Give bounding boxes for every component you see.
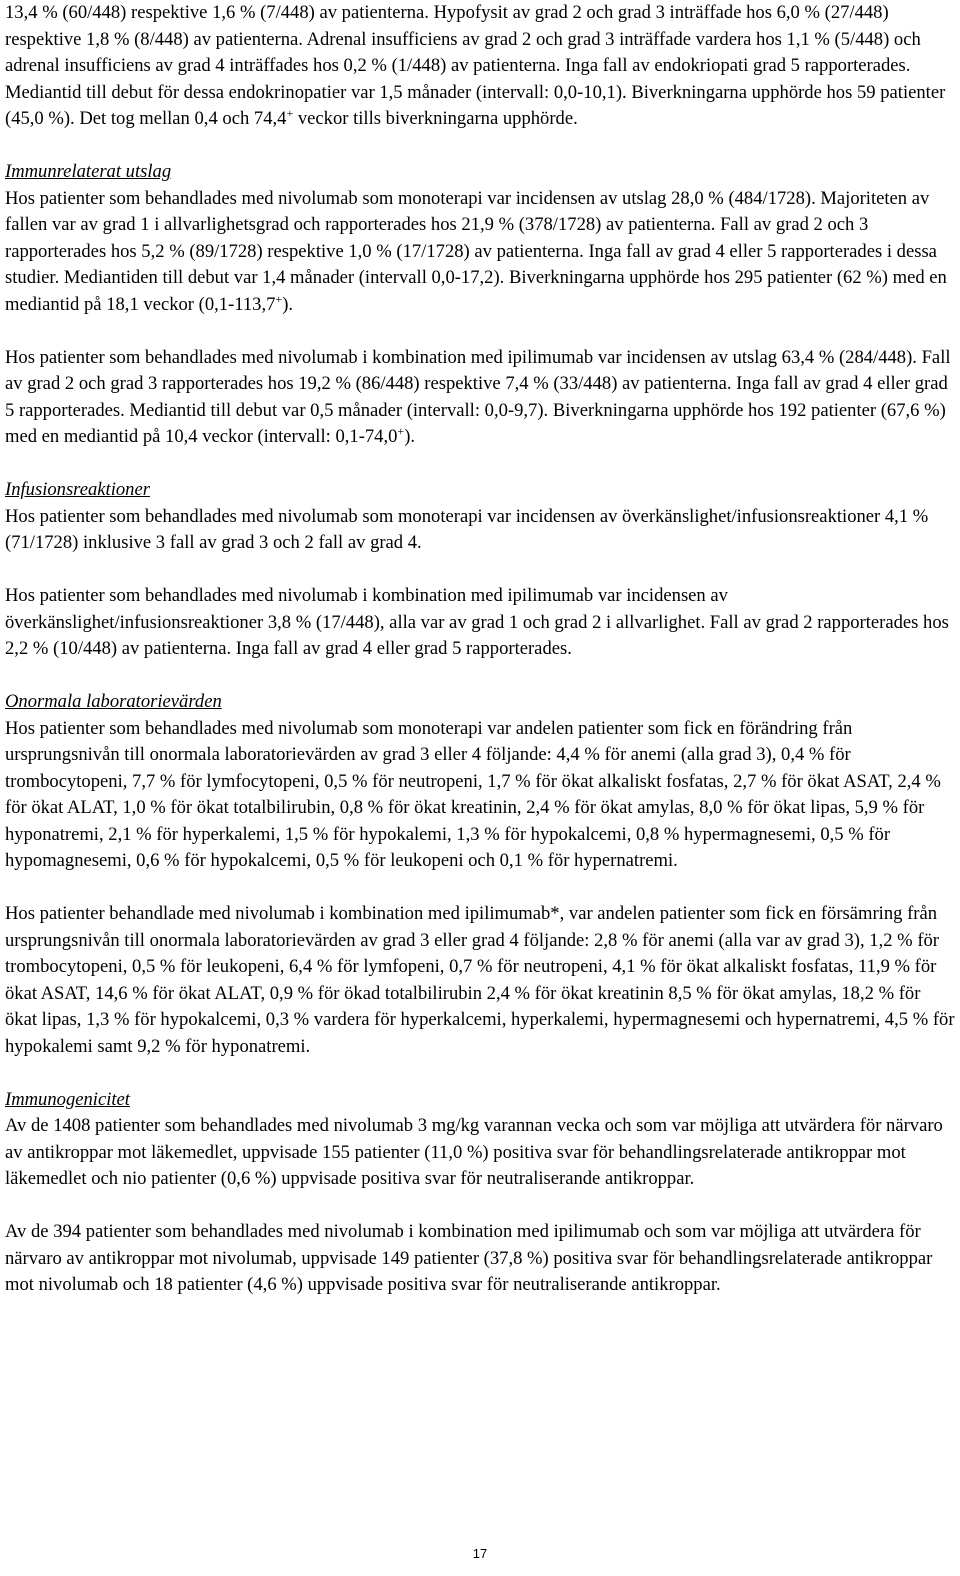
section-heading-lab-abnormalities: Onormala laboratorievärden — [5, 691, 222, 712]
text-segment: Hos patienter behandlade med nivolumab i kombination med ipilimumab*, var andelen patienter som fick en försämring från ursprungsnivån till onormala laboratorievärden av grad 3 eller grad 4 följande: 2,8 % för anemi (alla var av grad 3), 1,2 % för trombocytopeni, 0,5 % för leukopeni, 6,4 % för lymfopeni, 0,7 % för neutropeni, 4,1 % för ökat alkaliskt fosfatas, 11,9 % för ökat ASAT, 14,6 % för ökat ALAT, 0,9 % för ökad totalbilirubin 2,4 % för ökat kreatinin 8,5 % för ökat amylas, 18,2 % för ökat lipas, 1,3 % för hypokalcemi, 0,3 % vardera för hyperkalcemi, hyperkalemi, hypermagnesemi och hypernatremi, 4,5 % för hypokalemi samt 9,2 % för hyponatremi. — [5, 903, 955, 1057]
paragraph-endocrinopathy-summary — [5, 0, 955, 133]
section-immunogenicity — [5, 1087, 955, 1193]
section-heading-infusion-reactions: Infusionsreaktioner — [5, 479, 150, 500]
paragraph-immunogenicity-combination — [5, 1219, 955, 1299]
text-segment: Hos patienter som behandlades med nivolumab som monoterapi var incidensen av utslag 28,0 % (484/1728). Majoriteten av fallen var av grad 1 i allvarlighetsgrad och rapporterades hos 21,9 % (378/1728) av patienterna. Fall av grad 2 och 3 rapporterades hos 5,2 % (89/1728) respektive 1,0 % (17/1728) av patienterna. Inga fall av grad 4 eller 5 rapporterades i dessa studier. Mediantiden till debut var 1,4 månader (intervall 0,0-17,2). Biverkningarna upphörde hos 295 patienter (62 %) med en mediantid på 18,1 veckor (0,1-113,7 — [5, 187, 947, 315]
section-heading-immune-rash: Immunrelaterat utslag — [5, 161, 172, 182]
text-segment: ). — [404, 426, 416, 447]
superscript-plus: + — [275, 291, 283, 306]
superscript-plus: + — [286, 106, 294, 120]
paragraph-rash-combination — [5, 345, 955, 451]
section-lab-abnormalities — [5, 689, 955, 875]
text-segment: Hos patienter som behandlades med nivolumab i kombination med ipilimumab var incidensen av utslag 63,4 % (284/448). Fall av grad 2 och grad 3 rapporterades hos 19,2 % (86/448) respektive 7,4 % (33/448) av patienterna. Inga fall av grad 4 eller grad 5 rapporterades. Mediantid till debut var 0,5 månader (intervall: 0,0-9,7). Biverkningarna upphörde hos 192 patienter (67,6 %) med en mediantid på 10,4 veckor (intervall: 0,1-74,0 — [5, 346, 951, 447]
text-segment: Hos patienter som behandlades med nivolumab i kombination med ipilimumab var incidensen av överkänslighet/infusionsreaktioner 3,8 % (17/448), alla var av grad 1 och grad 2 i allvarlighet. Fall av grad 2 rapporterades hos 2,2 % (10/448) av patienterna. Inga fall av grad 4 eller grad 5 rapporterades. — [5, 585, 949, 659]
section-immune-rash — [5, 159, 955, 318]
superscript-plus: + — [397, 424, 405, 438]
section-infusion-reactions — [5, 477, 955, 557]
paragraph-infusion-combination — [5, 583, 955, 663]
text-segment: ). — [282, 293, 294, 315]
text-segment: Av de 1408 patienter som behandlades med nivolumab 3 mg/kg varannan vecka och som var möjliga att utvärdera för närvaro av antikroppar mot läkemedlet, uppvisade 155 patienter (11,0 %) positiva svar för behandlingsrelaterade antikroppar mot läkemedlet och nio patienter (0,6 %) uppvisade positiva svar för neutraliserande antikroppar. — [5, 1115, 943, 1189]
text-segment: 13,4 % (60/448) respektive 1,6 % (7/448) av patienterna. Hypofysit av grad 2 och grad 3 inträffade hos 6,0 % (27/448) respektive 1,8 % (8/448) av patienterna. Adrenal insufficiens av grad 2 och grad 3 inträffade vardera hos 1,1 % (5/448) och adrenal insufficiens av grad 4 inträffades hos 0,2 % (1/448) av patienterna. Inga fall av endokriopati grad 5 rapporterades. Mediantid till debut för dessa endokrinopatier var 1,5 månader (intervall: 0,0-10,1). Biverkningarna upphörde hos 59 patienter (45,0 %). Det tog mellan 0,4 och 74,4 — [5, 2, 946, 129]
text-segment: Hos patienter som behandlades med nivolumab som monoterapi var incidensen av överkänslighet/infusionsreaktioner 4,1 % (71/1728) inklusive 3 fall av grad 3 och 2 fall av grad 4. — [5, 505, 929, 553]
text-segment: veckor tills biverkningarna upphörde. — [293, 108, 578, 129]
page-number: 17 — [472, 1546, 488, 1561]
paragraph-lab-combination — [5, 901, 955, 1060]
section-heading-immunogenicity: Immunogenicitet — [5, 1088, 130, 1110]
text-segment: Av de 394 patienter som behandlades med nivolumab i kombination med ipilimumab och som var möjliga att utvärdera för närvaro av antikroppar mot nivolumab, uppvisade 149 patienter (37,8 %) positiva svar för behandlingsrelaterade antikroppar mot nivolumab och 18 patienter (4,6 %) uppvisade positiva svar för neutraliserande antikroppar. — [5, 1221, 933, 1295]
text-segment: Hos patienter som behandlades med nivolumab som monoterapi var andelen patienter som fick en förändring från ursprungsnivån till onormala laboratorievärden av grad 3 eller 4 följande: 4,4 % för anemi (alla grad 3), 0,4 % för trombocytopeni, 7,7 % för lymfocytopeni, 0,5 % för neutropeni, 1,7 % för ökat alkaliskt fosfatas, 2,7 % för ökat ASAT, 2,4 % för ökat ALAT, 1,0 % för ökat totalbilirubin, 0,8 % för ökat kreatinin, 2,4 % för ökat amylas, 8,0 % för ökat lipas, 5,9 % för hyponatremi, 2,1 % för hyperkalemi, 1,5 % för hypokalemi, 1,3 % för hypokalcemi, 0,8 % hypermagnesemi, 0,5 % för hypomagnesemi, 0,6 % för hypokalcemi, 0,5 % för leukopeni och 0,1 % för hypernatremi. — [5, 717, 941, 871]
document-page — [5, 0, 955, 1325]
